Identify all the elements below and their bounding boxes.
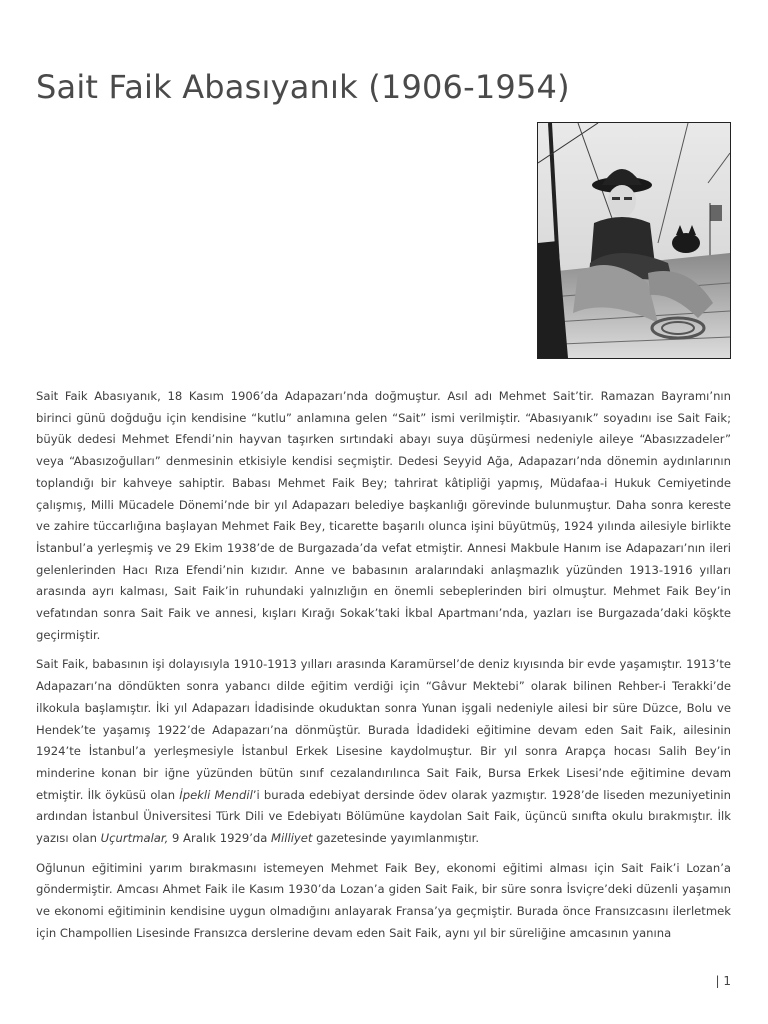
text-run: 9 Aralık 1929’da <box>168 831 272 846</box>
body-text <box>36 386 731 953</box>
italic-title: Uçurtmalar, <box>100 831 169 846</box>
paragraph-3 <box>36 858 731 945</box>
text-run: Oğlunun eğitimini yarım bırakmasını istemeyen Mehmet Faik Bey, ekonomi eğitimi alması için Sait Faik’i Lozan’a göndermiştir. Amcası Ahmet Faik ile Kasım 1930’da Lozan’a giden Sait Faik, bir süre sonra İsviçre’deki düzenli yaşamın ve ekonomi eğitiminin kendisine uygun olmadığını anlayarak Fransa’ya geçmiştir. Burada önce Fransızcasını ilerletmek için Champollien Lisesinde Fransızca derslerine devam eden Sait Faik, aynı yıl bir süreliğine amcasının yanına <box>36 860 731 940</box>
text-run: Sait Faik, babasının işi dolayısıyla 1910-1913 yılları arasında Karamürsel’de deniz kıyısında bir evde yaşamıştır. 1913’te Adapazarı’na döndükten sonra yabancı dilde eğitim verdiği için “Gâvur Mektebi” olarak bilinen Rehber-i Terakki’de ilkokula başlamıştır. İki yıl Adapazarı İdadisinde okuduktan sonra Yunan işgali nedeniyle ailesi bir süre Düzce, Bolu ve Hendek’te yaşamış 1922’de Adapazarı’na dönmüştür. Burada İdadideki eğitimine devam eden Sait Faik, ailesinin 1924’te İstanbul’a yerleşmesiyle İstanbul Erkek Lisesine kaydolmuştur. Bir yıl sonra Arapça hocası Salih Bey’in minderine konan bir iğne yüzünden bütün sınıf cezalandırılınca Sait Faik, Bursa Erkek Lisesi’nde eğitimine devam etmiştir. İlk öyküsü olan <box>36 657 731 802</box>
paragraph-1 <box>36 386 731 646</box>
author-photo <box>537 122 731 359</box>
text-run: gazetesinde yayımlanmıştır. <box>312 831 480 846</box>
italic-title: Milliyet <box>271 831 313 846</box>
text-run: Sait Faik Abasıyanık, 18 Kasım 1906’da Adapazarı’nda doğmuştur. Asıl adı Mehmet Sait’tir. Ramazan Bayramı’nın birinci günü doğduğu için kendisine “kutlu” anlamına gelen “Sait” ismi verilmiştir. “Abasıyanık” soyadını ise Sait Faik; büyük dedesi Mehmet Efendi’nin hayvan taşırken sırtındaki abayı suya düşürmesi nedeniyle aileye “Abasızzadeler” veya “Abasızoğulları” denmesinin etkisiyle kendisi seçmiştir. Dedesi Seyyid Ağa, Adapazarı’nda dönemin aydınlarının toplandığı bir kahveye sahiptir. Babası Mehmet Faik Bey; tahrirat kâtipliği yapmış, Müdafaa-i Hukuk Cemiyetinde çalışmış, Milli Mücadele Dönemi’nde bir yıl Adapazarı belediye başkanlığı görevinde bulunmuştur. Daha sonra kereste ve zahire tüccarlığına başlayan Mehmet Faik Bey, ticarette başarılı olunca işini büyütmüş, 1924 yılında ailesiyle birlikte İstanbul’a yerleşmiş ve 29 Ekim 1938’de de Burgazada’da vefat etmiştir. Annesi Makbule Hanım ise Adapazarı’nın ileri gelenlerinden Hacı Rıza Efendi’nin kızıdır. Anne ve babasının aralarındaki anlaşmazlık yüzünden 1913-1916 yılları arasında ayrı kalması, Sait Faik’in ruhundaki yalnızlığın en önemli sebeplerinden biri olmuştur. Mehmet Faik Bey’in vefatından sonra Sait Faik ve annesi, kışları Kırağı Sokak’taki İkbal Apartmanı’nda, yazları ise Burgazada’daki köşkte geçirmiştir. <box>36 389 731 642</box>
text-run: ’i burada edebiyat dersinde ödev olarak yazmıştır. 1928’de liseden mezuniyetinin ardından İstanbul Üniversitesi Türk Dili ve Edebiyatı Bölümüne kaydolan Sait Faik, üçüncü sınıfta okulu bırakmıştır. İlk yazısı olan <box>36 787 731 846</box>
page-title: Sait Faik Abasıyanık (1906-1954) <box>36 68 570 106</box>
page-number: | 1 <box>715 974 731 988</box>
italic-title: İpekli Mendil <box>179 787 253 802</box>
paragraph-2 <box>36 654 731 849</box>
